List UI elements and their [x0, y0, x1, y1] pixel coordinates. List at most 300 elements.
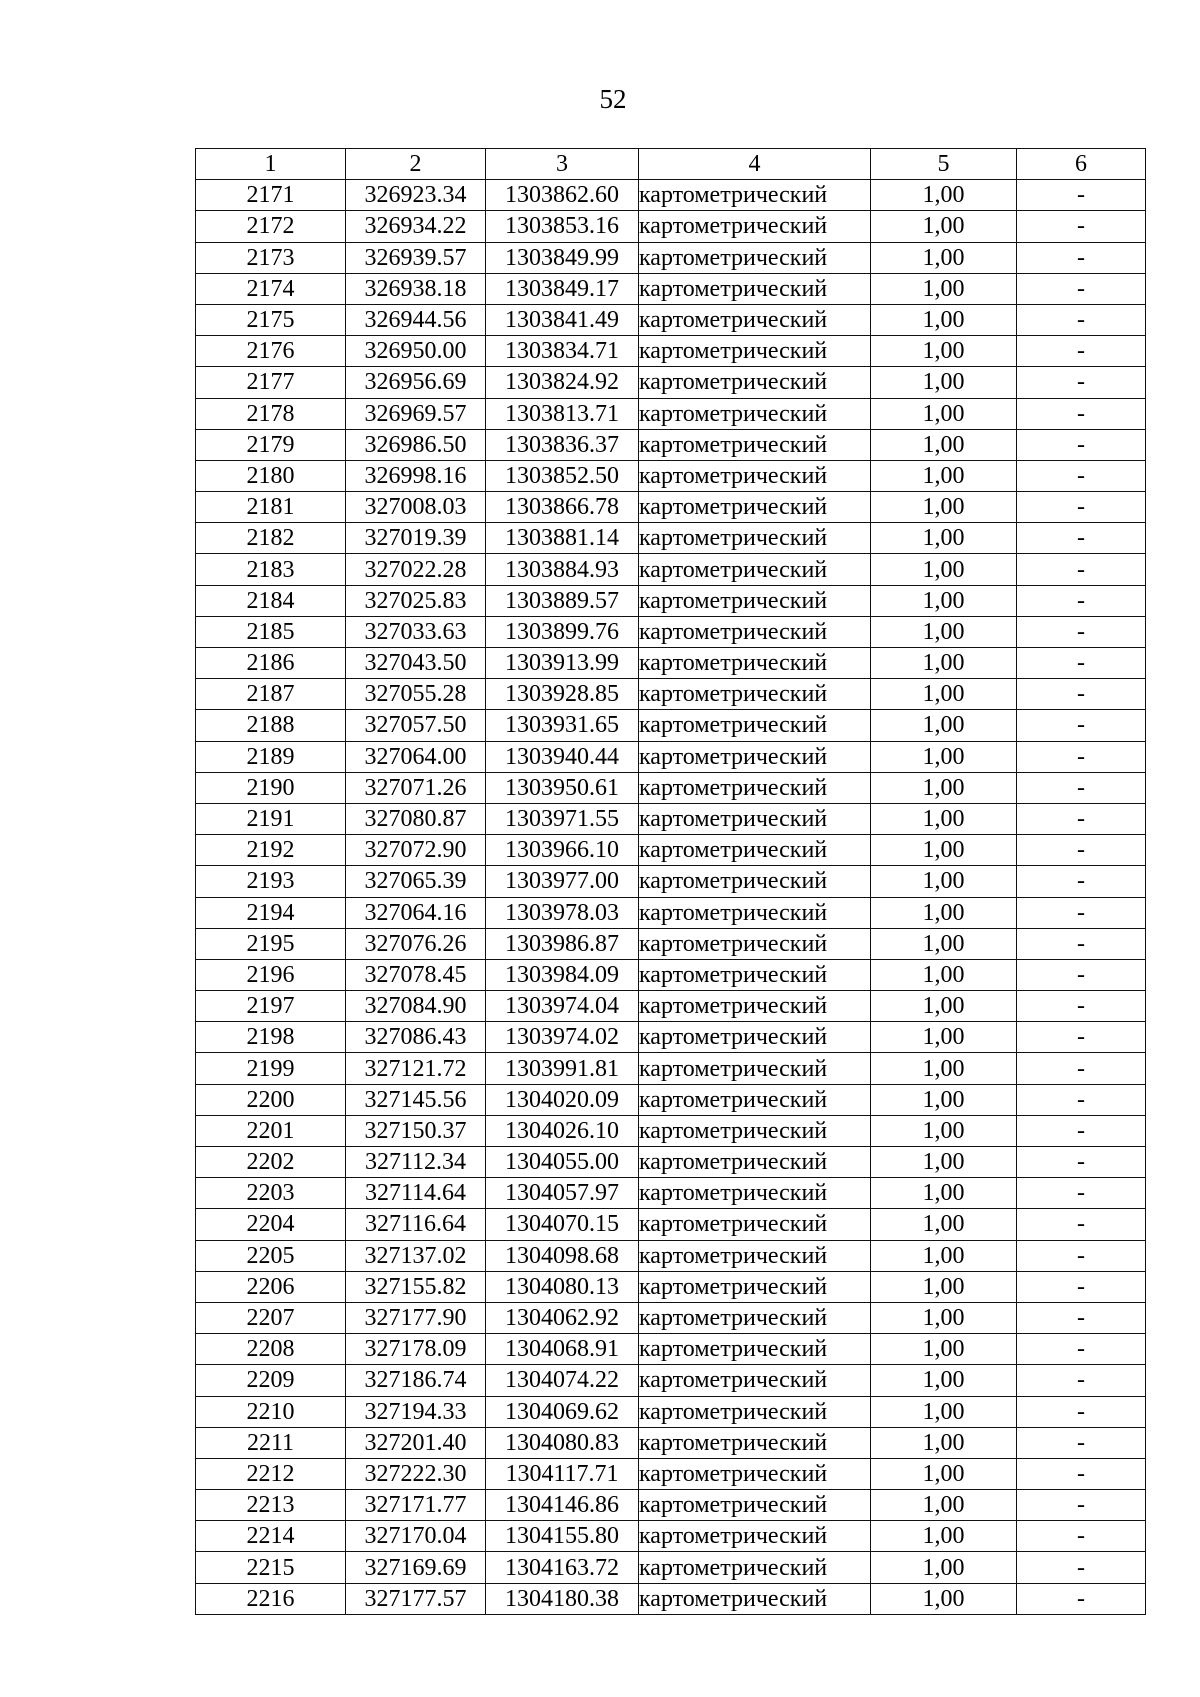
y-coordinate-cell: 1303986.87 [486, 928, 639, 959]
method-cell: картометрический [639, 1053, 871, 1084]
method-cell: картометрический [639, 1178, 871, 1209]
table-row [196, 554, 1146, 585]
point-number-cell: 2195 [196, 928, 346, 959]
note-cell: - [1017, 1147, 1146, 1178]
y-coordinate-cell: 1304026.10 [486, 1115, 639, 1146]
method-cell: картометрический [639, 460, 871, 491]
x-coordinate-cell: 327177.90 [346, 1302, 486, 1333]
table-row [196, 1334, 1146, 1365]
x-coordinate-cell: 327178.09 [346, 1334, 486, 1365]
x-coordinate-cell: 327076.26 [346, 928, 486, 959]
x-coordinate-cell: 327084.90 [346, 991, 486, 1022]
note-cell: - [1017, 398, 1146, 429]
x-coordinate-cell: 326938.18 [346, 273, 486, 304]
point-number-cell: 2192 [196, 835, 346, 866]
point-number-cell: 2210 [196, 1396, 346, 1427]
y-coordinate-cell: 1303913.99 [486, 648, 639, 679]
note-cell: - [1017, 367, 1146, 398]
point-number-cell: 2206 [196, 1271, 346, 1302]
point-number-cell: 2198 [196, 1022, 346, 1053]
accuracy-cell: 1,00 [871, 741, 1017, 772]
table-row [196, 710, 1146, 741]
table-row [196, 273, 1146, 304]
y-coordinate-cell: 1303984.09 [486, 959, 639, 990]
method-cell: картометрический [639, 492, 871, 523]
note-cell: - [1017, 897, 1146, 928]
column-header: 3 [486, 149, 639, 180]
table-row [196, 1458, 1146, 1489]
note-cell: - [1017, 211, 1146, 242]
point-number-cell: 2190 [196, 772, 346, 803]
accuracy-cell: 1,00 [871, 710, 1017, 741]
x-coordinate-cell: 327112.34 [346, 1147, 486, 1178]
x-coordinate-cell: 327022.28 [346, 554, 486, 585]
x-coordinate-cell: 327201.40 [346, 1427, 486, 1458]
table-row [196, 1490, 1146, 1521]
x-coordinate-cell: 327155.82 [346, 1271, 486, 1302]
point-number-cell: 2175 [196, 304, 346, 335]
x-coordinate-cell: 327086.43 [346, 1022, 486, 1053]
point-number-cell: 2186 [196, 648, 346, 679]
table-row [196, 585, 1146, 616]
y-coordinate-cell: 1303977.00 [486, 866, 639, 897]
method-cell: картометрический [639, 554, 871, 585]
method-cell: картометрический [639, 1552, 871, 1583]
coordinates-table [195, 148, 1146, 1615]
note-cell: - [1017, 1302, 1146, 1333]
y-coordinate-cell: 1304074.22 [486, 1365, 639, 1396]
note-cell: - [1017, 242, 1146, 273]
accuracy-cell: 1,00 [871, 1084, 1017, 1115]
table-row [196, 1209, 1146, 1240]
note-cell: - [1017, 492, 1146, 523]
note-cell: - [1017, 959, 1146, 990]
point-number-cell: 2180 [196, 460, 346, 491]
table-row [196, 429, 1146, 460]
x-coordinate-cell: 327078.45 [346, 959, 486, 990]
note-cell: - [1017, 460, 1146, 491]
y-coordinate-cell: 1303853.16 [486, 211, 639, 242]
y-coordinate-cell: 1303884.93 [486, 554, 639, 585]
accuracy-cell: 1,00 [871, 585, 1017, 616]
x-coordinate-cell: 327025.83 [346, 585, 486, 616]
y-coordinate-cell: 1303849.99 [486, 242, 639, 273]
point-number-cell: 2179 [196, 429, 346, 460]
x-coordinate-cell: 326956.69 [346, 367, 486, 398]
point-number-cell: 2199 [196, 1053, 346, 1084]
table-row [196, 679, 1146, 710]
note-cell: - [1017, 648, 1146, 679]
table-row [196, 304, 1146, 335]
table-row [196, 460, 1146, 491]
accuracy-cell: 1,00 [871, 1271, 1017, 1302]
x-coordinate-cell: 326944.56 [346, 304, 486, 335]
accuracy-cell: 1,00 [871, 648, 1017, 679]
point-number-cell: 2178 [196, 398, 346, 429]
y-coordinate-cell: 1304180.38 [486, 1583, 639, 1614]
point-number-cell: 2216 [196, 1583, 346, 1614]
y-coordinate-cell: 1304070.15 [486, 1209, 639, 1240]
column-header: 6 [1017, 149, 1146, 180]
point-number-cell: 2209 [196, 1365, 346, 1396]
point-number-cell: 2181 [196, 492, 346, 523]
y-coordinate-cell: 1303931.65 [486, 710, 639, 741]
table-row [196, 1552, 1146, 1583]
x-coordinate-cell: 327222.30 [346, 1458, 486, 1489]
note-cell: - [1017, 1521, 1146, 1552]
y-coordinate-cell: 1303849.17 [486, 273, 639, 304]
accuracy-cell: 1,00 [871, 460, 1017, 491]
accuracy-cell: 1,00 [871, 336, 1017, 367]
x-coordinate-cell: 327019.39 [346, 523, 486, 554]
method-cell: картометрический [639, 772, 871, 803]
point-number-cell: 2173 [196, 242, 346, 273]
point-number-cell: 2183 [196, 554, 346, 585]
x-coordinate-cell: 327137.02 [346, 1240, 486, 1271]
y-coordinate-cell: 1304080.83 [486, 1427, 639, 1458]
column-header: 2 [346, 149, 486, 180]
table-row [196, 772, 1146, 803]
accuracy-cell: 1,00 [871, 616, 1017, 647]
accuracy-cell: 1,00 [871, 1209, 1017, 1240]
accuracy-cell: 1,00 [871, 1396, 1017, 1427]
table-row [196, 866, 1146, 897]
accuracy-cell: 1,00 [871, 1022, 1017, 1053]
accuracy-cell: 1,00 [871, 928, 1017, 959]
x-coordinate-cell: 327080.87 [346, 803, 486, 834]
table-row [196, 1115, 1146, 1146]
note-cell: - [1017, 554, 1146, 585]
y-coordinate-cell: 1304020.09 [486, 1084, 639, 1115]
y-coordinate-cell: 1303824.92 [486, 367, 639, 398]
method-cell: картометрический [639, 429, 871, 460]
table-row [196, 1365, 1146, 1396]
method-cell: картометрический [639, 304, 871, 335]
table-row [196, 1521, 1146, 1552]
accuracy-cell: 1,00 [871, 1053, 1017, 1084]
point-number-cell: 2176 [196, 336, 346, 367]
point-number-cell: 2193 [196, 866, 346, 897]
method-cell: картометрический [639, 1490, 871, 1521]
point-number-cell: 2214 [196, 1521, 346, 1552]
table-row [196, 1427, 1146, 1458]
x-coordinate-cell: 326986.50 [346, 429, 486, 460]
table-header-row [196, 149, 1146, 180]
point-number-cell: 2189 [196, 741, 346, 772]
point-number-cell: 2191 [196, 803, 346, 834]
accuracy-cell: 1,00 [871, 429, 1017, 460]
table-row [196, 959, 1146, 990]
method-cell: картометрический [639, 1521, 871, 1552]
accuracy-cell: 1,00 [871, 679, 1017, 710]
method-cell: картометрический [639, 741, 871, 772]
table-row [196, 1240, 1146, 1271]
accuracy-cell: 1,00 [871, 1147, 1017, 1178]
method-cell: картометрический [639, 1147, 871, 1178]
y-coordinate-cell: 1303889.57 [486, 585, 639, 616]
point-number-cell: 2203 [196, 1178, 346, 1209]
y-coordinate-cell: 1303971.55 [486, 803, 639, 834]
method-cell: картометрический [639, 616, 871, 647]
note-cell: - [1017, 1240, 1146, 1271]
table-row [196, 336, 1146, 367]
x-coordinate-cell: 327072.90 [346, 835, 486, 866]
point-number-cell: 2211 [196, 1427, 346, 1458]
method-cell: картометрический [639, 211, 871, 242]
y-coordinate-cell: 1303813.71 [486, 398, 639, 429]
x-coordinate-cell: 327065.39 [346, 866, 486, 897]
note-cell: - [1017, 928, 1146, 959]
table-row [196, 1271, 1146, 1302]
note-cell: - [1017, 1490, 1146, 1521]
y-coordinate-cell: 1303966.10 [486, 835, 639, 866]
point-number-cell: 2200 [196, 1084, 346, 1115]
y-coordinate-cell: 1303841.49 [486, 304, 639, 335]
x-coordinate-cell: 327033.63 [346, 616, 486, 647]
x-coordinate-cell: 327008.03 [346, 492, 486, 523]
note-cell: - [1017, 803, 1146, 834]
point-number-cell: 2213 [196, 1490, 346, 1521]
y-coordinate-cell: 1303991.81 [486, 1053, 639, 1084]
note-cell: - [1017, 1209, 1146, 1240]
note-cell: - [1017, 741, 1146, 772]
table-row [196, 180, 1146, 211]
note-cell: - [1017, 866, 1146, 897]
point-number-cell: 2208 [196, 1334, 346, 1365]
y-coordinate-cell: 1304057.97 [486, 1178, 639, 1209]
point-number-cell: 2201 [196, 1115, 346, 1146]
method-cell: картометрический [639, 180, 871, 211]
x-coordinate-cell: 327150.37 [346, 1115, 486, 1146]
method-cell: картометрический [639, 928, 871, 959]
page-number: 52 [599, 84, 627, 114]
accuracy-cell: 1,00 [871, 835, 1017, 866]
table-row [196, 398, 1146, 429]
y-coordinate-cell: 1303836.37 [486, 429, 639, 460]
y-coordinate-cell: 1303862.60 [486, 180, 639, 211]
table-row [196, 616, 1146, 647]
accuracy-cell: 1,00 [871, 367, 1017, 398]
method-cell: картометрический [639, 803, 871, 834]
point-number-cell: 2205 [196, 1240, 346, 1271]
method-cell: картометрический [639, 866, 871, 897]
table-row [196, 741, 1146, 772]
point-number-cell: 2174 [196, 273, 346, 304]
point-number-cell: 2171 [196, 180, 346, 211]
accuracy-cell: 1,00 [871, 959, 1017, 990]
point-number-cell: 2202 [196, 1147, 346, 1178]
method-cell: картометрический [639, 1022, 871, 1053]
note-cell: - [1017, 429, 1146, 460]
x-coordinate-cell: 327121.72 [346, 1053, 486, 1084]
y-coordinate-cell: 1303928.85 [486, 679, 639, 710]
table-row [196, 928, 1146, 959]
note-cell: - [1017, 1022, 1146, 1053]
point-number-cell: 2204 [196, 1209, 346, 1240]
column-header: 4 [639, 149, 871, 180]
table-row [196, 242, 1146, 273]
table-row [196, 1302, 1146, 1333]
x-coordinate-cell: 326923.34 [346, 180, 486, 211]
note-cell: - [1017, 616, 1146, 647]
accuracy-cell: 1,00 [871, 242, 1017, 273]
x-coordinate-cell: 327064.16 [346, 897, 486, 928]
method-cell: картометрический [639, 959, 871, 990]
accuracy-cell: 1,00 [871, 772, 1017, 803]
table-row [196, 1053, 1146, 1084]
x-coordinate-cell: 326969.57 [346, 398, 486, 429]
method-cell: картометрический [639, 1115, 871, 1146]
accuracy-cell: 1,00 [871, 866, 1017, 897]
method-cell: картометрический [639, 648, 871, 679]
note-cell: - [1017, 304, 1146, 335]
point-number-cell: 2197 [196, 991, 346, 1022]
method-cell: картометрический [639, 835, 871, 866]
y-coordinate-cell: 1303881.14 [486, 523, 639, 554]
note-cell: - [1017, 1178, 1146, 1209]
method-cell: картометрический [639, 273, 871, 304]
note-cell: - [1017, 1271, 1146, 1302]
y-coordinate-cell: 1304062.92 [486, 1302, 639, 1333]
accuracy-cell: 1,00 [871, 803, 1017, 834]
table-row [196, 367, 1146, 398]
x-coordinate-cell: 327114.64 [346, 1178, 486, 1209]
y-coordinate-cell: 1304069.62 [486, 1396, 639, 1427]
point-number-cell: 2196 [196, 959, 346, 990]
method-cell: картометрический [639, 1458, 871, 1489]
note-cell: - [1017, 336, 1146, 367]
table-row [196, 1147, 1146, 1178]
accuracy-cell: 1,00 [871, 1490, 1017, 1521]
method-cell: картометрический [639, 1240, 871, 1271]
x-coordinate-cell: 327057.50 [346, 710, 486, 741]
accuracy-cell: 1,00 [871, 1583, 1017, 1614]
note-cell: - [1017, 772, 1146, 803]
x-coordinate-cell: 327071.26 [346, 772, 486, 803]
x-coordinate-cell: 327186.74 [346, 1365, 486, 1396]
x-coordinate-cell: 327064.00 [346, 741, 486, 772]
y-coordinate-cell: 1303974.04 [486, 991, 639, 1022]
method-cell: картометрический [639, 1084, 871, 1115]
method-cell: картометрический [639, 1302, 871, 1333]
method-cell: картометрический [639, 336, 871, 367]
accuracy-cell: 1,00 [871, 1552, 1017, 1583]
column-header: 1 [196, 149, 346, 180]
y-coordinate-cell: 1304098.68 [486, 1240, 639, 1271]
table-row [196, 897, 1146, 928]
note-cell: - [1017, 1396, 1146, 1427]
x-coordinate-cell: 327177.57 [346, 1583, 486, 1614]
table-row [196, 648, 1146, 679]
method-cell: картометрический [639, 585, 871, 616]
method-cell: картометрический [639, 398, 871, 429]
y-coordinate-cell: 1304163.72 [486, 1552, 639, 1583]
note-cell: - [1017, 1365, 1146, 1396]
accuracy-cell: 1,00 [871, 991, 1017, 1022]
accuracy-cell: 1,00 [871, 1458, 1017, 1489]
method-cell: картометрический [639, 897, 871, 928]
note-cell: - [1017, 1427, 1146, 1458]
y-coordinate-cell: 1304155.80 [486, 1521, 639, 1552]
y-coordinate-cell: 1303899.76 [486, 616, 639, 647]
accuracy-cell: 1,00 [871, 554, 1017, 585]
method-cell: картометрический [639, 1583, 871, 1614]
y-coordinate-cell: 1303978.03 [486, 897, 639, 928]
x-coordinate-cell: 326998.16 [346, 460, 486, 491]
y-coordinate-cell: 1303974.02 [486, 1022, 639, 1053]
accuracy-cell: 1,00 [871, 1365, 1017, 1396]
accuracy-cell: 1,00 [871, 1178, 1017, 1209]
note-cell: - [1017, 1115, 1146, 1146]
column-header: 5 [871, 149, 1017, 180]
method-cell: картометрический [639, 1396, 871, 1427]
x-coordinate-cell: 327194.33 [346, 1396, 486, 1427]
point-number-cell: 2187 [196, 679, 346, 710]
method-cell: картометрический [639, 1365, 871, 1396]
method-cell: картометрический [639, 1209, 871, 1240]
x-coordinate-cell: 327170.04 [346, 1521, 486, 1552]
y-coordinate-cell: 1303834.71 [486, 336, 639, 367]
point-number-cell: 2215 [196, 1552, 346, 1583]
x-coordinate-cell: 327116.64 [346, 1209, 486, 1240]
x-coordinate-cell: 327169.69 [346, 1552, 486, 1583]
note-cell: - [1017, 1458, 1146, 1489]
point-number-cell: 2182 [196, 523, 346, 554]
method-cell: картометрический [639, 1271, 871, 1302]
table-row [196, 492, 1146, 523]
method-cell: картометрический [639, 523, 871, 554]
y-coordinate-cell: 1303852.50 [486, 460, 639, 491]
x-coordinate-cell: 327043.50 [346, 648, 486, 679]
accuracy-cell: 1,00 [871, 273, 1017, 304]
note-cell: - [1017, 273, 1146, 304]
method-cell: картометрический [639, 679, 871, 710]
note-cell: - [1017, 1583, 1146, 1614]
note-cell: - [1017, 835, 1146, 866]
x-coordinate-cell: 327055.28 [346, 679, 486, 710]
note-cell: - [1017, 1334, 1146, 1365]
x-coordinate-cell: 326934.22 [346, 211, 486, 242]
table-row [196, 835, 1146, 866]
point-number-cell: 2177 [196, 367, 346, 398]
table-row [196, 1084, 1146, 1115]
point-number-cell: 2188 [196, 710, 346, 741]
accuracy-cell: 1,00 [871, 1427, 1017, 1458]
accuracy-cell: 1,00 [871, 897, 1017, 928]
y-coordinate-cell: 1304146.86 [486, 1490, 639, 1521]
method-cell: картометрический [639, 1427, 871, 1458]
accuracy-cell: 1,00 [871, 1334, 1017, 1365]
note-cell: - [1017, 523, 1146, 554]
y-coordinate-cell: 1303866.78 [486, 492, 639, 523]
note-cell: - [1017, 180, 1146, 211]
table-row [196, 1178, 1146, 1209]
y-coordinate-cell: 1304117.71 [486, 1458, 639, 1489]
point-number-cell: 2207 [196, 1302, 346, 1333]
note-cell: - [1017, 679, 1146, 710]
accuracy-cell: 1,00 [871, 492, 1017, 523]
point-number-cell: 2194 [196, 897, 346, 928]
accuracy-cell: 1,00 [871, 1115, 1017, 1146]
y-coordinate-cell: 1304080.13 [486, 1271, 639, 1302]
method-cell: картометрический [639, 367, 871, 398]
x-coordinate-cell: 327171.77 [346, 1490, 486, 1521]
table-row [196, 803, 1146, 834]
note-cell: - [1017, 1053, 1146, 1084]
y-coordinate-cell: 1304068.91 [486, 1334, 639, 1365]
note-cell: - [1017, 710, 1146, 741]
table-row [196, 523, 1146, 554]
